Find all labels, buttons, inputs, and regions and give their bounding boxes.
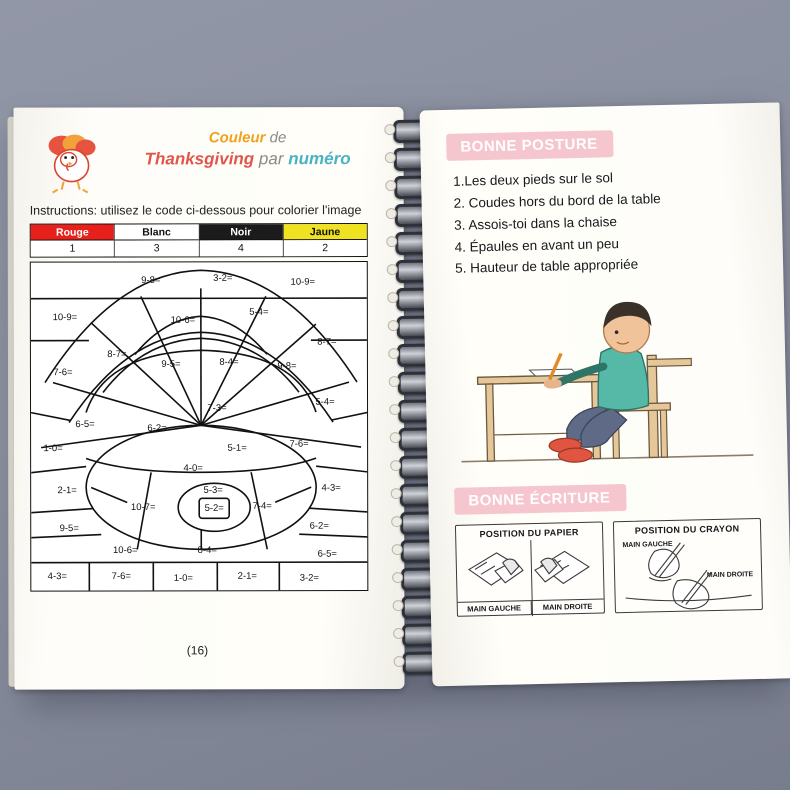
paper-position-foot-left: MAIN GAUCHE <box>458 601 532 616</box>
puzzle-cell-22: 4-3= <box>321 482 341 494</box>
puzzle-cell-10: 9-8= <box>277 360 297 372</box>
puzzle-cell-29: 8-4= <box>197 544 217 556</box>
title-word-par: par <box>258 148 284 168</box>
left-page <box>14 107 405 690</box>
banner-bonne-posture: BONNE POSTURE <box>446 130 614 161</box>
legend-number-noir: 4 <box>199 240 282 256</box>
paper-position-diagram <box>456 539 603 602</box>
right-page <box>420 102 790 686</box>
puzzle-cell-18: 7-6= <box>289 438 309 450</box>
puzzle-cell-21: 5-3= <box>203 484 223 496</box>
puzzle-cell-13: 5-4= <box>315 396 335 408</box>
puzzle-cell-34: 2-1= <box>237 570 257 582</box>
puzzle-cell-19: 4-0= <box>183 462 203 474</box>
title-word-couleur: Couleur <box>208 129 266 147</box>
puzzle-cell-25: 7-4= <box>252 500 272 512</box>
page-title <box>118 129 378 169</box>
puzzle-cell-2: 10-9= <box>290 276 316 288</box>
posture-illustration <box>450 279 766 482</box>
legend-name-noir: Noir <box>199 224 282 240</box>
puzzle-cell-6: 8-7= <box>317 336 337 348</box>
posture-item-5: 5. Hauteur de table appropriée <box>454 257 639 277</box>
posture-item-1: 1.Les deux pieds sur le sol <box>452 170 614 189</box>
page-number: (16) <box>186 643 209 658</box>
legend-number-rouge: 1 <box>31 240 114 256</box>
puzzle-cell-31: 4-3= <box>47 571 67 583</box>
puzzle-cell-35: 3-2= <box>299 572 319 584</box>
paper-position-box <box>455 522 605 617</box>
legend-number-blanc: 3 <box>115 240 198 256</box>
puzzle-cell-9: 8-4= <box>219 356 239 368</box>
legend-name-blanc: Blanc <box>115 224 198 240</box>
posture-item-4: 4. Épaules en avant un peu <box>454 235 620 255</box>
puzzle-cell-23: 10-7= <box>130 501 156 513</box>
puzzle-cell-26: 9-5= <box>59 523 79 535</box>
paper-position-foot-right: MAIN DROITE <box>542 602 593 613</box>
legend-name-rouge: Rouge <box>31 224 114 240</box>
left-page-header <box>28 123 386 202</box>
puzzle-cell-0: 9-8= <box>141 274 161 286</box>
puzzle-cell-4: 10-9= <box>52 312 78 324</box>
legend-cell-rouge <box>31 224 115 256</box>
puzzle-cell-27: 6-2= <box>309 520 329 532</box>
puzzle-cell-8: 9-5= <box>161 358 181 370</box>
puzzle-cell-1: 3-2= <box>213 272 233 284</box>
puzzle-cell-24: 5-2= <box>204 502 224 514</box>
pencil-label-main-gauche: MAIN GAUCHE <box>622 541 673 550</box>
posture-item-3: 3. Assois-toi dans la chaise <box>453 213 618 233</box>
puzzle-cell-5: 10-6= <box>170 314 196 326</box>
pencil-grip-diagram <box>614 535 762 612</box>
title-word-de: de <box>269 129 287 147</box>
puzzle-cell-30: 6-5= <box>317 548 337 560</box>
posture-item-2: 2. Coudes hors du bord de la table <box>453 190 661 211</box>
puzzle-cell-32: 7-6= <box>111 570 131 583</box>
posture-instruction-list <box>453 164 761 280</box>
pencil-position-title: POSITION DU CRAYON <box>634 523 740 537</box>
puzzle-cell-15: 6-2= <box>147 422 167 434</box>
color-code-legend <box>30 223 368 258</box>
legend-number-jaune: 2 <box>283 240 366 256</box>
puzzle-cell-12: 7-3= <box>207 402 227 414</box>
puzzle-cell-11: 7-6= <box>53 367 73 379</box>
puzzle-cell-14: 6-5= <box>75 419 95 431</box>
boy-at-desk-illustration <box>450 279 766 482</box>
legend-cell-noir <box>199 224 283 256</box>
banner-bonne-ecriture: BONNE ÉCRITURE <box>454 484 627 515</box>
pencil-position-box <box>613 518 763 613</box>
spiral-workbook <box>9 89 790 702</box>
legend-cell-blanc <box>115 224 199 256</box>
puzzle-cell-7: 8-7= <box>107 348 127 361</box>
legend-name-jaune: Jaune <box>283 224 366 240</box>
paper-position-footer <box>458 599 604 616</box>
title-word-numero: numéro <box>288 148 351 168</box>
puzzle-cell-17: 5-1= <box>227 442 247 454</box>
turkey-icon <box>42 128 104 198</box>
legend-cell-jaune <box>283 224 366 256</box>
puzzle-cell-20: 2-1= <box>57 485 77 497</box>
paper-position-title: POSITION DU PAPIER <box>479 527 579 540</box>
pencil-label-main-droite: MAIN DROITE <box>706 571 754 580</box>
title-word-thanksgiving: Thanksgiving <box>144 149 255 169</box>
color-by-number-puzzle <box>30 261 369 592</box>
puzzle-cell-28: 10-6= <box>112 544 138 557</box>
puzzle-cell-33: 1-0= <box>173 572 193 584</box>
puzzle-cell-16: 1-0= <box>43 443 63 455</box>
puzzle-cell-3: 5-4= <box>249 306 269 318</box>
instructions-text: Instructions: utilisez le code ci-dessous pour colorier l'image <box>29 203 362 218</box>
